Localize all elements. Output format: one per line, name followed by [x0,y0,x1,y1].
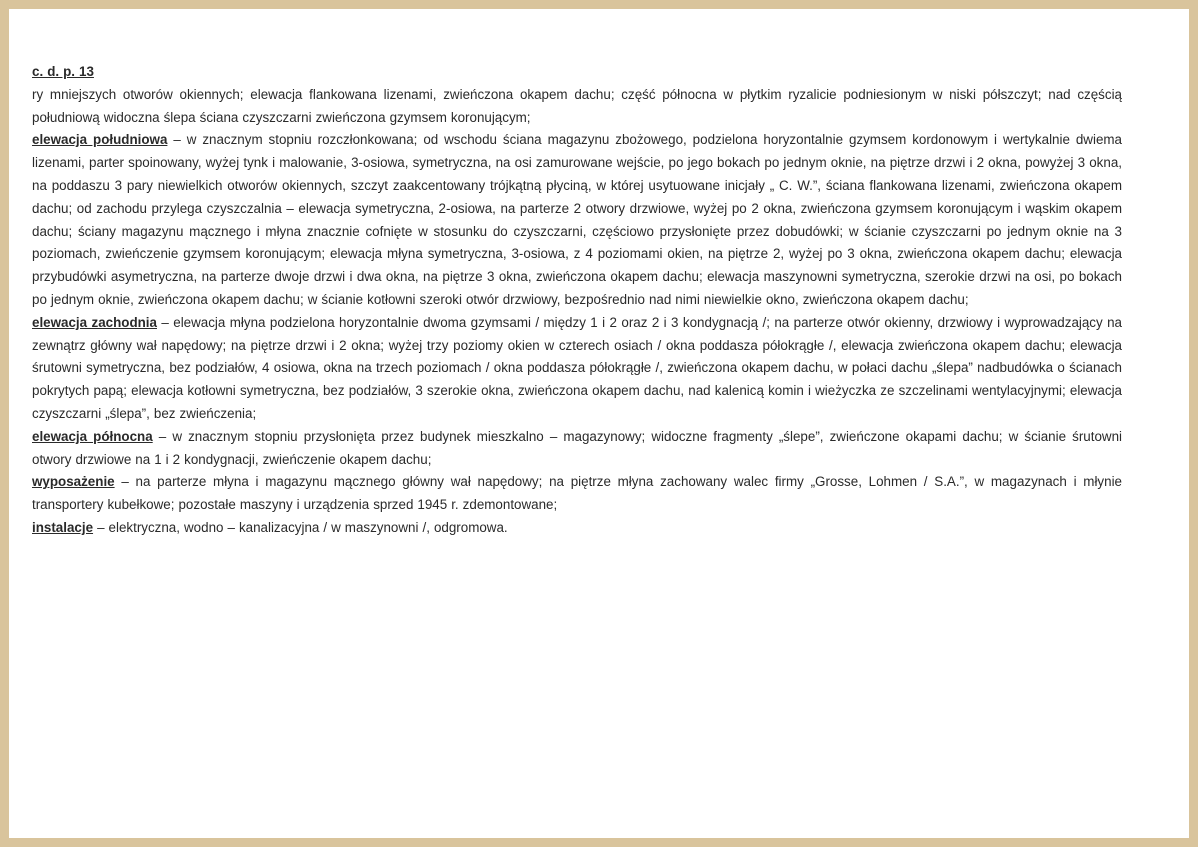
section-text: – w znacznym stopniu przysłonięta przez budynek mieszkalno – magazynowy; widoczne fragmenty „ślepe”, zwieńczone okapami dachu; w ścianie śrutowni otwory drzwiowe na 1 i 2 kondygnacji, zwieńczenie okapem dachu; [32,428,1122,467]
section-label: elewacja południowa [32,132,168,148]
section-text: – elektryczna, wodno – kanalizacyjna / w maszynowni /, odgromowa. [93,519,508,535]
section-label: instalacje [32,519,94,535]
section-north-elevation [32,426,1122,472]
document-body [32,61,1122,540]
section-text: – w znacznym stopniu rozczłonkowana; od wschodu ściana magazynu zbożowego, podzielona horyzontalnie gzymsem kordonowym i wertykalnie dwiema lizenami, parter spoinowany, wyżej tynk i malowanie, 3-osiowa, symetryczna, na osi zamurowane wejście, po jego bokach po jednym oknie, na piętrze drzwi i 2 okna, powyżej 3 okna, na poddaszu 3 pary niewielkich otworów okiennych, szczyt zaakcentowany trójkątną płyciną, w której usytuowane inicjały „ C. W.”, ściana flankowana lizenami, zwieńczona okapem dachu; od zachodu przylega czyszczalnia – elewacja symetryczna, 2-osiowa, na parterze 2 otwory drzwiowe, wyżej po 2 okna, zwieńczona gzymsem koronującym i wąskim okapem dachu; ściany magazynu mącznego i młyna znacznie cofnięte w stosunku do czyszczarni, częściowo przysłonięte przez dobudówki; w ścianie czyszczarni po jednym oknie na 3 poziomach, zwieńczenie gzymsem koronującym; elewacja młyna symetryczna, 3-osiowa, z 4 poziomami okien, na piętrze 2, wyżej po 3 okna, zwieńczona okapem dachu; elewacja przybudówki asymetryczna, na parterze dwoje drzwi i dwa okna, na piętrze 3 okna, zwieńczona okapem dachu; elewacja maszynowni symetryczna, szerokie drzwi na osi, po bokach po jednym oknie, zwieńczona okapem dachu; w ścianie kotłowni szeroki otwór drzwiowy, bezpośrednio nad nimi niewielkie okno, zwieńczona okapem dachu; [32,132,1122,307]
section-installations [32,517,1122,540]
section-label: elewacja północna [32,428,153,444]
section-label: wyposażenie [32,474,115,490]
intro-paragraph: ry mniejszych otworów okiennych; elewacja flankowana lizenami, zwieńczona okapem dachu; część północna w płytkim ryzalicie podniesionym w niski półszczyt; nad częścią południową widoczna ślepa ściana czyszczarni zwieńczona gzymsem koronującym; [32,86,1122,125]
section-equipment [32,471,1122,517]
page-continuation-header: c. d. p. 13 [32,64,94,79]
section-text: – elewacja młyna podzielona horyzontalnie dwoma gzymsami / między 1 i 2 oraz 2 i 3 kondygnacją /; na parterze otwór okienny, drzwiowy i wyprowadzający na zewnątrz główny wał napędowy; na piętrze drzwi i 2 okna; wyżej trzy poziomy okien w czterech osiach / okna poddasza półokrągłe /, elewacja zwieńczona okapem dachu; elewacja śrutowni symetryczna, bez podziałów, 4 osiowa, okna na trzech poziomach / okna poddasza półokrągłe /, zwieńczona okapem dachu, w połaci dachu „ślepa” nadbudówka o ścianach pokrytych papą; elewacja kotłowni symetryczna, bez podziałów, 3 szerokie okna, zwieńczona okapem dachu, nad kalenicą komin i wieżyczka ze szczelinami wentylacyjnymi; elewacja czyszczarni „ślepa”, bez zwieńczenia; [32,314,1122,421]
document-page [9,9,1189,838]
section-south-elevation [32,129,1122,311]
section-text: – na parterze młyna i magazynu mącznego główny wał napędowy; na piętrze młyna zachowany walec firmy „Grosse, Lohmen / S.A.”, w magazynach i młynie transportery kubełkowe; pozostałe maszyny i urządzenia sprzed 1945 r. zdemontowane; [32,474,1122,513]
section-west-elevation [32,312,1122,426]
section-label: elewacja zachodnia [32,314,157,330]
